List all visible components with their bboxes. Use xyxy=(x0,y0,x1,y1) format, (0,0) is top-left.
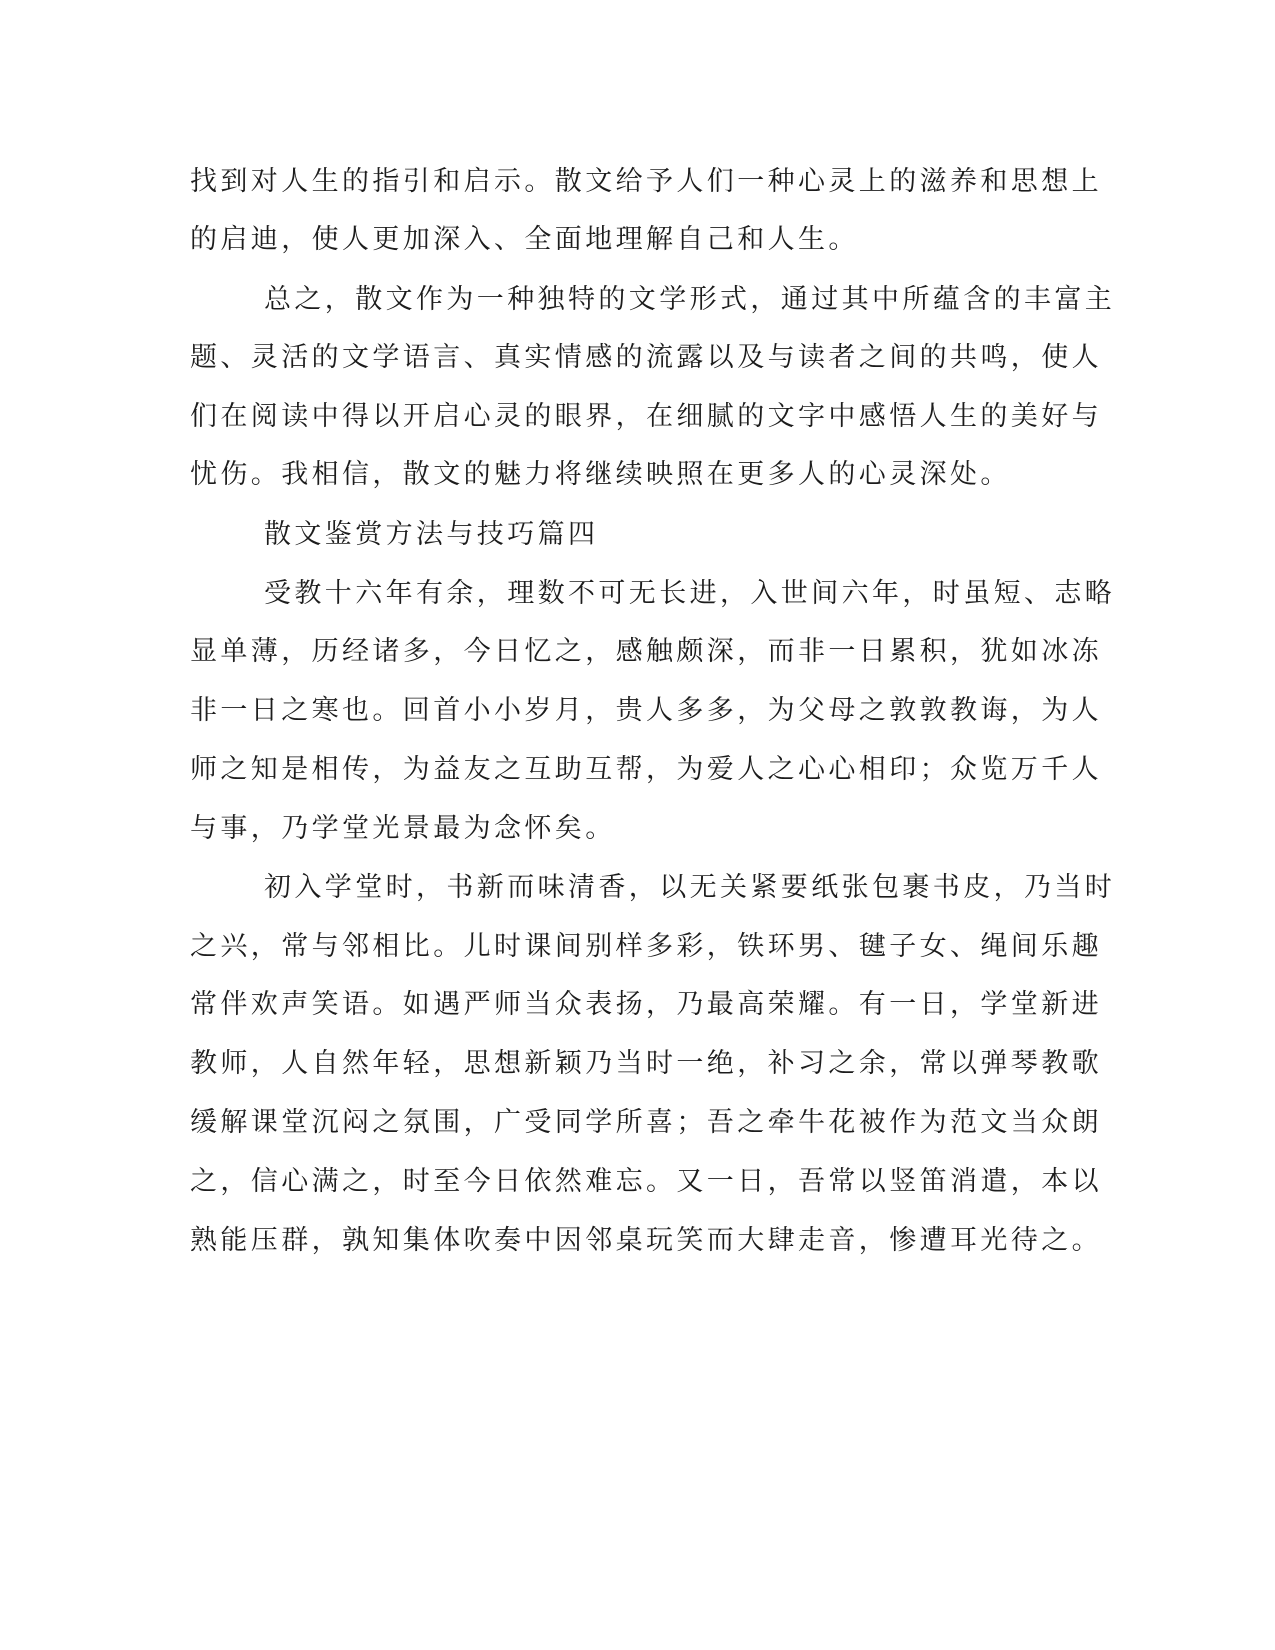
text-line: 忧伤。我相信，散文的魅力将继续映照在更多人的心灵深处。 xyxy=(190,459,1011,490)
text-line: 之，信心满之，时至今日依然难忘。又一日，吾常以竖笛消遣，本以 xyxy=(190,1166,1102,1197)
text-line: 缓解课堂沉闷之氛围，广受同学所喜；吾之牵牛花被作为范文当众朗 xyxy=(190,1107,1102,1138)
text-line: 之兴，常与邻相比。儿时课间别样多彩，铁环男、毽子女、绳间乐趣 xyxy=(190,931,1102,962)
text-line: 师之知是相传，为益友之互助互帮，为爱人之心心相印；众览万千人 xyxy=(190,754,1102,785)
text-line: 熟能压群，孰知集体吹奏中因邻桌玩笑而大肆走音，惨遭耳光待之。 xyxy=(190,1225,1102,1256)
text-line: 初入学堂时，书新而味清香，以无关紧要纸张包裹书皮，乃当时 xyxy=(264,872,1116,903)
section-heading: 散文鉴赏方法与技巧篇四 xyxy=(264,519,599,550)
text-line: 与事，乃学堂光景最为念怀矣。 xyxy=(190,813,616,844)
text-line: 题、灵活的文学语言、真实情感的流露以及与读者之间的共鸣，使人 xyxy=(190,342,1102,373)
text-line: 的启迪，使人更加深入、全面地理解自己和人生。 xyxy=(190,224,859,255)
text-line: 总之，散文作为一种独特的文学形式，通过其中所蕴含的丰富主 xyxy=(264,284,1116,315)
text-line: 非一日之寒也。回首小小岁月，贵人多多，为父母之敦敦教诲，为人 xyxy=(190,695,1102,726)
text-line: 们在阅读中得以开启心灵的眼界，在细腻的文字中感悟人生的美好与 xyxy=(190,401,1102,432)
text-line: 教师，人自然年轻，思想新颖乃当时一绝，补习之余，常以弹琴教歌 xyxy=(190,1048,1102,1079)
text-line: 找到对人生的指引和启示。散文给予人们一种心灵上的滋养和思想上 xyxy=(190,166,1102,197)
text-line: 受教十六年有余，理数不可无长进，入世间六年，时虽短、志略 xyxy=(264,578,1116,609)
text-line: 常伴欢声笑语。如遇严师当众表扬，乃最高荣耀。有一日，学堂新进 xyxy=(190,989,1102,1020)
text-line: 显单薄，历经诸多，今日忆之，感触颇深，而非一日累积，犹如冰冻 xyxy=(190,636,1102,667)
